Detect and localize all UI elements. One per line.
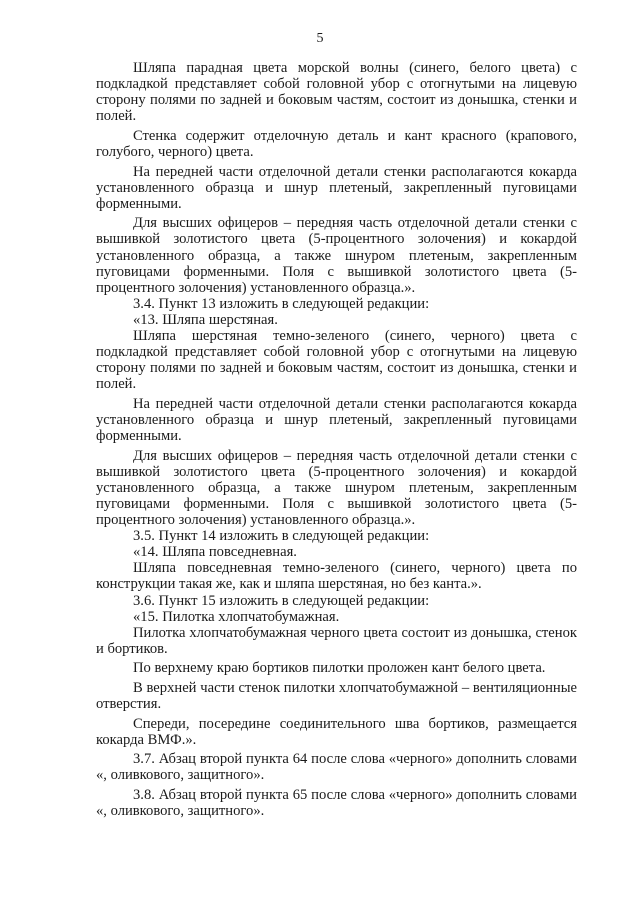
paragraph-wool-hat: Шляпа шерстяная темно-зеленого (синего, черного) цвета с подкладкой представляет собой головной убор с отогнутыми на лицевую сторону полями по задней и боковым частям, состоит из донышка, стенки и полей.	[96, 328, 577, 393]
paragraph-senior-officers-2: Для высших офицеров – передняя часть отделочной детали стенки с вышивкой золотистого цвета (5-процентного золочения) и кокардой установленного образца, а также шнуром плетеным, закрепленным пуговицами форменными. Поля с вышивкой золотистого цвета (5-процентного золочения) установленного образца.».	[96, 447, 577, 529]
paragraph-item-13-title: «13. Шляпа шерстяная.	[133, 311, 278, 328]
paragraph-item-3-8: 3.8. Абзац второй пункта 65 после слова «черного» дополнить словами «, оливкового, защитного».	[96, 787, 577, 820]
paragraph-item-3-7: 3.7. Абзац второй пункта 64 после слова «черного» дополнить словами «, оливкового, защитного».	[96, 751, 577, 784]
paragraph-item-3-5: 3.5. Пункт 14 изложить в следующей редакции:	[133, 528, 430, 545]
paragraph-item-3-6: 3.6. Пункт 15 изложить в следующей редакции:	[133, 592, 430, 609]
paragraph-cap-piping: По верхнему краю бортиков пилотки проложен кант белого цвета.	[133, 660, 546, 677]
paragraph-item-15-title: «15. Пилотка хлопчатобумажная.	[133, 608, 340, 625]
paragraph-cockade-2: На передней части отделочной детали стенки располагаются кокарда установленного образца и шнур плетеный, закрепленный пуговицами форменными.	[96, 395, 577, 445]
document-body	[96, 60, 577, 819]
paragraph-navy-cockade: Спереди, посередине соединительного шва бортиков, размещается кокарда ВМФ.».	[96, 715, 577, 748]
paragraph-casual-hat: Шляпа повседневная темно-зеленого (синего, черного) цвета по конструкции такая же, как и шляпа шерстяная, но без канта.».	[96, 560, 577, 593]
paragraph-cotton-cap: Пилотка хлопчатобумажная черного цвета состоит из донышка, стенок и бортиков.	[96, 624, 577, 657]
paragraph-ventilation: В верхней части стенок пилотки хлопчатобумажной – вентиляционные отверстия.	[96, 679, 577, 713]
paragraph-wall-trim: Стенка содержит отделочную деталь и кант красного (крапового, голубого, черного) цвета.	[96, 127, 577, 160]
paragraph-cockade: На передней части отделочной детали стенки располагаются кокарда установленного образца и шнур плетеный, закрепленный пуговицами форменными.	[96, 163, 577, 212]
paragraph-parade-hat: Шляпа парадная цвета морской волны (синего, белого цвета) с подкладкой представляет собой головной убор с отогнутыми на лицевую сторону полями по задней и боковым частям, состоит из донышка, стенки и полей.	[96, 60, 577, 125]
paragraph-item-3-4: 3.4. Пункт 13 изложить в следующей редакции:	[133, 295, 430, 312]
paragraph-item-14-title: «14. Шляпа повседневная.	[133, 544, 297, 561]
page-number: 5	[316, 31, 324, 46]
paragraph-senior-officers: Для высших офицеров – передняя часть отделочной детали стенки с вышивкой золотистого цвета (5-процентного золочения) и кокардой установленного образца, а также шнуром плетеным, закрепленным пуговицами форменными. Поля с вышивкой золотистого цвета (5-процентного золочения) установленного образца.».	[96, 215, 577, 296]
